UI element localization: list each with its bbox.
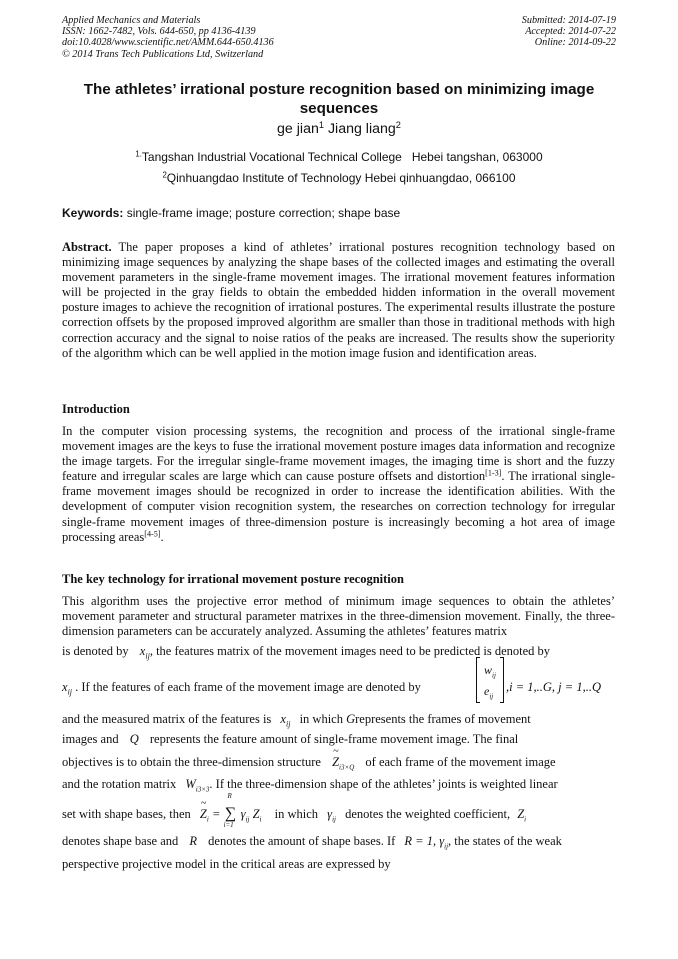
author-list	[62, 121, 616, 137]
journal-header-right	[522, 15, 616, 49]
math-R-condition: R = 1, $\gamma_{ij}$	[404, 834, 449, 851]
key-line-7a: set with shape bases, then	[62, 807, 191, 821]
affiliation-2	[62, 171, 616, 185]
key-line-4	[62, 732, 615, 747]
doi: doi:10.4028/www.scientific.net/AMM.644-650.4136	[62, 37, 274, 49]
key-line-1b: , the features matrix of the movement images need to be predicted is denoted by	[149, 644, 551, 658]
key-line-3b: in which	[299, 712, 343, 726]
abstract-text: The paper proposes a kind of athletes’ irrational postures recognition technology based on minimizing image sequences by analyzing the shape bases of the collected images and estimating the overall movement parameters in the single-frame movement images. The irrational movement features information will be projected in the gray fields to obtain the embedded hidden information in the overall movement posture images to achieve the recognition of irrational postures. The experimental results illustrate the posture correction offsets by the proposed improved algorithm are smaller than those in traditional methods with high correction accuracy and the signal to noise ratios of the peaks are increased. The results show the superiority of the algorithm which can be well applied in the motion image fusion and identification areas.	[62, 240, 615, 360]
math-W: $W_{i3\times 3}$	[185, 777, 210, 794]
math-xij-measured: $x_{ij}$	[280, 712, 291, 729]
key-line-2a: . If the features of each frame of the movement image are denoted by	[75, 680, 421, 694]
author-2-sup: 2	[395, 119, 401, 130]
sum-top: R	[227, 792, 232, 800]
key-line-7	[62, 792, 615, 829]
key-line-7c: denotes the weighted coefficient,	[345, 807, 511, 821]
math-R: R	[189, 834, 198, 848]
matrix-we	[476, 657, 504, 703]
key-line-8a: denotes shape base and	[62, 834, 179, 848]
journal-name: Applied Mechanics and Materials	[62, 15, 201, 26]
key-line-3	[62, 712, 615, 729]
math-Q: Q	[129, 732, 139, 746]
online-date: Online: 2014-09-22	[534, 37, 616, 49]
intro-part-1: In the computer vision processing systems, the recognition and process of the irrational single-frame movement images are the keys to fuse the irrational movement posture images data information and recognize the image targets. For the irregular single-frame movement images, the imaging time is short and the fuzzy feature and irregular scales are large which can cause posture offsets and distortion	[62, 424, 615, 484]
submitted-date: Submitted: 2014-07-19	[521, 15, 616, 26]
key-line-1a: is denoted by	[62, 644, 129, 658]
author-1-sup: 1	[318, 119, 324, 130]
math-Z-tilde: ~ $Z_{i3\times Q}$	[332, 746, 355, 772]
abstract-label: Abstract.	[62, 240, 112, 254]
affiliation-2-text: Qinhuangdao Institute of Technology Hebei qinhuangdao, 066100	[166, 171, 516, 185]
key-line-6a: and the rotation matrix	[62, 777, 177, 791]
affiliation-1	[62, 150, 616, 164]
matrix-w: $w_{ij}$	[484, 663, 496, 680]
key-line-3c: represents the frames of movement	[355, 712, 531, 726]
copyright: © 2014 Trans Tech Publications Ltd, Switzerland	[62, 48, 264, 60]
keywords	[62, 206, 400, 220]
key-line-8c: , the states of the weak	[448, 834, 562, 848]
math-G: G	[346, 712, 356, 726]
matrix-index-range: ,i = 1,..G, j = 1,..Q	[506, 680, 601, 694]
key-line-5b: of each frame of the movement image	[365, 755, 556, 769]
key-line-4b: represents the feature amount of single-frame movement image. The final	[149, 732, 519, 746]
key-technology-heading: The key technology for irrational movement posture recognition	[62, 572, 404, 586]
key-technology-para-1: This algorithm uses the projective error method of minimum image sequences to obtain the athletes’ movement parameter and structural parameter matrixes in the three-dimension movement. Finally, the three-dimension parameters can be accurately analyzed. Assuming the athletes’ features matrix	[62, 594, 615, 639]
author-2: Jiang liang	[327, 121, 396, 137]
abstract	[62, 240, 615, 361]
math-Zi: $Z_i$	[517, 807, 527, 824]
accepted-date: Accepted: 2014-07-22	[525, 26, 616, 38]
key-line-5a: objectives is to obtain the three-dimension structure	[62, 755, 321, 769]
key-line-9: perspective projective model in the critical areas are expressed by	[62, 857, 391, 871]
key-line-7b: in which	[274, 807, 319, 821]
math-xij: $x_{ij}$	[139, 644, 150, 661]
keywords-text: single-frame image; posture correction; shape base	[126, 206, 401, 220]
math-gamma: $\gamma_{ij}$	[327, 807, 336, 824]
key-line-8	[62, 834, 615, 851]
keywords-label: Keywords:	[62, 206, 124, 220]
introduction-body	[62, 424, 615, 545]
key-line-1	[62, 644, 615, 661]
issn: ISSN: 1662-7482, Vols. 644-650, pp 4136-4139	[62, 26, 256, 38]
author-1: ge jian	[277, 121, 319, 137]
intro-ref-1: [1-3]	[485, 468, 502, 478]
introduction-heading: Introduction	[62, 402, 130, 416]
intro-part-2: . The irrational single-frame movement images should be recognized in order to increase the identification abilities. With the development of computer vision recognition system, the researches on correction technology for irregular single-frame movement images of three-dimension posture is increasingly becoming a hot area of image processing areas	[62, 469, 616, 544]
key-line-8b: denotes the amount of shape bases. If	[208, 834, 396, 848]
key-line-4a: images and	[62, 732, 119, 746]
key-line-3a: and the measured matrix of the features is	[62, 712, 272, 726]
sum-bottom: i=1	[223, 821, 234, 829]
intro-part-3: .	[160, 529, 164, 544]
affiliation-1-sup: 1.	[135, 149, 142, 159]
affiliation-2-sup: 2	[162, 170, 167, 180]
paper-title: The athletes’ irrational posture recognition based on minimizing image sequences	[83, 81, 595, 117]
matrix-e: $e_{ij}$	[484, 684, 494, 701]
intro-ref-2: [4-5]	[144, 529, 161, 539]
key-line-6	[62, 777, 615, 794]
math-sum-formula: ~ $Z_i$ = R ∑ i=1 $\gamma_{ij}$ $Z_i$	[199, 792, 262, 829]
affiliation-1-text: Tangshan Industrial Vocational Technical College Hebei tangshan, 063000	[141, 150, 543, 164]
key-line-6b: . If the three-dimension shape of the athletes’ joints is weighted linear	[209, 777, 558, 791]
key-line-5	[62, 746, 615, 772]
math-xprime: $x_{ij}$	[62, 680, 73, 697]
journal-header-left	[62, 15, 274, 60]
